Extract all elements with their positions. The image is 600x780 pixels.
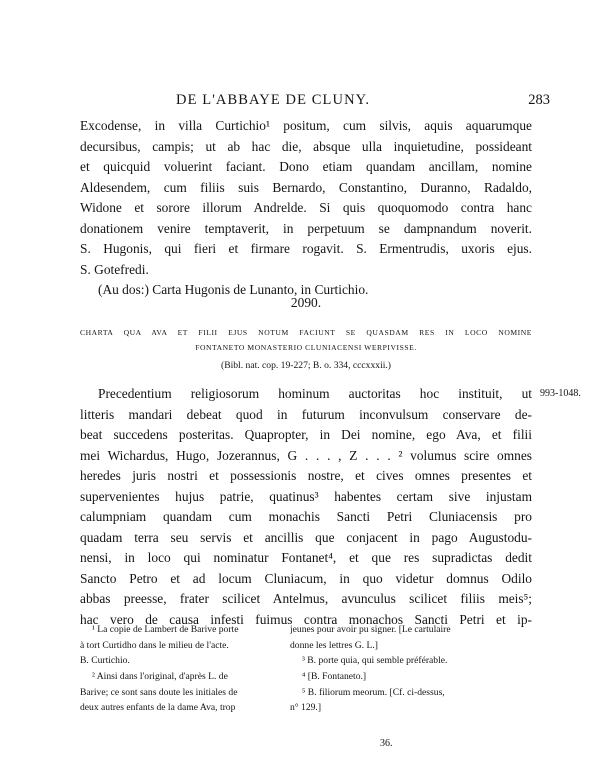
- text-line: et quicquid voluerint faciant. Dono etiam quandam ancillam, nomine: [80, 159, 532, 174]
- page-number: 283: [528, 92, 550, 108]
- text-line: donationem venire temptaverit, in perpetuum se dampnandum noverit.: [80, 220, 532, 236]
- charter-title-line: FONTANETO MONASTERIO CLUNIACENSI WERPIVISSE.: [195, 343, 417, 352]
- text-line: abbas preesse, frater scilicet Antelmus, avunculus scilicet filiis meis⁵;: [80, 591, 532, 606]
- signature-mark: 36.: [380, 738, 393, 749]
- footnotes-left-column: [80, 622, 270, 716]
- text-line: calumpniam quandam cum monachis Sancti Petri Cluniacensis pro: [80, 509, 532, 524]
- charter-2089-ending: [80, 116, 532, 301]
- endorsement-line: (Au dos:) Carta Hugonis de Lunanto, in Curtichio.: [98, 282, 369, 297]
- text-line: litteris mandari debeat quod in futurum inconvulsum conservare de-: [80, 406, 532, 422]
- text-line: quadam terra seu servis et ancillis que conjacent in pago Augustodu-: [80, 529, 532, 545]
- footnote-line: deux autres enfants de la dame Ava, trop: [80, 702, 236, 714]
- running-header: [80, 92, 550, 112]
- source-reference: (Bibl. nat. cop. 19-227; B. o. 334, cccxxxii.): [221, 360, 391, 371]
- text-line: S. Hugonis, qui fieri et firmare rogavit. S. Ermentrudis, uxoris ejus.: [80, 241, 532, 256]
- footnote-line: ⁵ B. filiorum meorum. [Cf. ci-dessus,: [302, 686, 445, 698]
- text-line: heredes juris nostri et possessionis nostre, et cives omnes presentes et: [80, 468, 532, 483]
- footnote-line: jeunes pour avoir pu signer. [Le cartulaire: [290, 624, 451, 635]
- text-line: S. Gotefredi.: [80, 261, 149, 277]
- footnote-line: à tort Curtidho dans le milieu de l'acte.: [80, 639, 229, 651]
- text-line: beat succedens posteritas. Quapropter, in Dei nomine, ego Ava, et filii: [80, 427, 532, 442]
- charter-title: [80, 325, 532, 355]
- footnote-line: B. Curtichio.: [80, 655, 130, 667]
- margin-date: 993-1048.: [540, 388, 581, 399]
- text-line: Sancto Petro et ad locum Cluniacum, in quo videtur domnus Odilo: [80, 570, 532, 586]
- footnote-line: Barive; ce sont sans doute les initiales de: [80, 686, 238, 698]
- footnote-line: ⁴ [B. Fontaneto.]: [302, 671, 367, 683]
- text-line: Precedentium religiosorum hominum auctoritas hoc instituit, ut: [98, 386, 532, 401]
- charter-2090-text: [80, 384, 532, 630]
- footnote-line: ² Ainsi dans l'original, d'après L. de: [92, 671, 228, 683]
- text-line: Widone et sorore illorum Andrelde. Si quis quoquomodo contra hanc: [80, 200, 532, 215]
- footnote-line: ¹ La copie de Lambert de Barive porte: [92, 624, 239, 635]
- text-line: decursibus, campis; ut ab hac die, absque ulla inquietudine, possideant: [80, 138, 532, 154]
- text-line: Aldesendem, cum filiis suis Bernardo, Constantino, Duranno, Radaldo,: [80, 179, 532, 195]
- charter-number: 2090.: [290, 295, 322, 310]
- text-line: hac vero de causa infesti fuimus contra monachos Sancti Petri et ip-: [80, 611, 532, 627]
- text-line: nensi, in loco qui nominatur Fontanet⁴, et que res supradictas dedit: [80, 550, 532, 565]
- running-title: DE L'ABBAYE DE CLUNY.: [176, 92, 371, 108]
- text-line: Excodense, in villa Curtichio¹ positum, cum silvis, aquis aquarumque: [80, 118, 532, 133]
- footnotes-right-column: [290, 622, 532, 716]
- footnote-line: donne les lettres G. L.]: [290, 639, 378, 651]
- text-line: supervenientes hujus patrie, quatinus³ habentes certam sive injustam: [80, 488, 532, 504]
- footnote-line: ³ B. porte quia, qui semble préférable.: [302, 655, 448, 667]
- footnote-line: n° 129.]: [290, 702, 322, 714]
- charter-title-line: CHARTA QUA AVA ET FILII EJUS NOTUM FACIUNT SE QUASDAM RES IN LOCO NOMINE: [80, 328, 532, 337]
- text-line: mei Wichardus, Hugo, Jozerannus, G . . . , Z . . . ² volumus scire omnes: [80, 447, 532, 463]
